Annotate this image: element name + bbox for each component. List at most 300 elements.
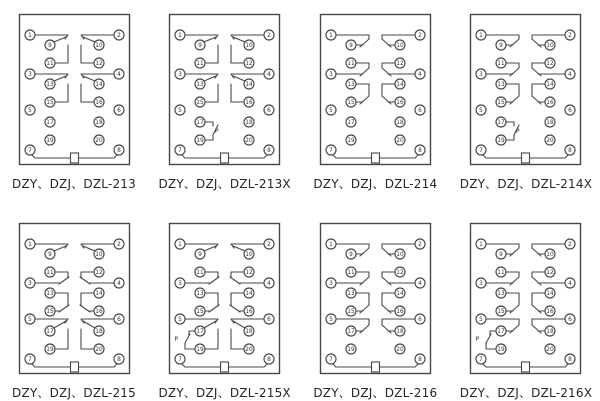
panel-frame	[320, 224, 430, 374]
panel-frame	[170, 224, 280, 374]
terminal-1	[476, 30, 486, 40]
terminal-16	[94, 306, 104, 316]
terminal-8	[114, 354, 124, 364]
terminal-11	[496, 58, 506, 68]
terminal-number: 4	[417, 281, 422, 287]
contact-wire	[55, 272, 68, 278]
contact-wire	[205, 293, 218, 306]
terminal-10	[545, 249, 555, 259]
terminal-9	[346, 249, 356, 259]
terminal-number: 19	[497, 138, 506, 144]
terminal-number: 7	[27, 148, 32, 154]
terminal-number: 17	[196, 329, 204, 335]
contact-wire	[56, 45, 68, 63]
terminal-number: 2	[267, 242, 272, 248]
terminal-number: 19	[347, 347, 355, 353]
terminal-number: 4	[417, 72, 422, 78]
terminal-10	[94, 249, 104, 259]
terminal-12	[94, 267, 104, 277]
terminal-number: 14	[396, 82, 404, 88]
panel-label: DZY、DZJ、DZL-213	[12, 177, 136, 191]
terminal-number: 2	[267, 33, 272, 39]
contact-wire	[233, 76, 245, 81]
terminal-5	[476, 105, 486, 115]
p-contact-label: P	[516, 128, 521, 135]
contact-wire	[79, 154, 118, 158]
relay-panel	[454, 222, 598, 401]
terminal-14	[545, 79, 555, 89]
terminal-6	[565, 105, 575, 115]
terminal-number: 7	[178, 357, 183, 363]
terminal-number: 3	[178, 281, 183, 287]
contact-wire	[532, 96, 541, 104]
contact-wire	[54, 321, 66, 328]
panel-frame	[471, 15, 581, 165]
terminal-7	[476, 354, 486, 364]
contact-wire	[382, 35, 415, 39]
contact-wire	[81, 293, 94, 306]
terminal-17	[45, 326, 55, 336]
contact-wire	[356, 84, 369, 96]
terminal-number: 4	[116, 72, 121, 78]
terminal-number: 14	[546, 291, 555, 297]
panel-label: DZY、DZJ、DZL-215X	[158, 386, 291, 400]
terminal-number: 6	[267, 317, 272, 323]
contact-wire	[486, 35, 519, 39]
terminal-number: 5	[328, 108, 333, 114]
terminal-18	[545, 326, 555, 336]
terminal-number: 4	[116, 281, 121, 287]
contact-wire	[506, 122, 514, 126]
terminal-number: 8	[417, 357, 422, 363]
contact-wire	[80, 305, 90, 312]
contact-wire	[532, 325, 541, 333]
terminal-3	[476, 69, 486, 79]
terminal-number: 17	[497, 329, 506, 335]
terminal-3	[476, 278, 486, 288]
terminal-number: 15	[196, 100, 204, 106]
terminal-number: 7	[178, 148, 183, 154]
terminal-number: 9	[499, 43, 504, 49]
contact-wire	[181, 363, 220, 367]
contact-wire	[382, 248, 391, 256]
relay-terminal-diagram	[18, 13, 131, 166]
contact-wire	[482, 154, 521, 158]
terminal-9	[496, 40, 506, 50]
contact-wire	[181, 154, 220, 158]
terminal-number: 1	[178, 242, 183, 248]
panel-label: DZY、DZJ、DZL-214	[313, 177, 438, 191]
terminal-18	[545, 117, 555, 127]
contact-wire	[336, 319, 369, 325]
terminal-7	[476, 145, 486, 155]
relay-terminal-diagram	[319, 13, 432, 166]
terminal-number: 7	[328, 148, 333, 154]
terminal-6	[565, 314, 575, 324]
terminal-5	[25, 105, 35, 115]
terminal-number: 17	[196, 120, 204, 126]
coil-symbol	[221, 153, 229, 163]
contact-wire	[233, 37, 245, 42]
contact-wire	[204, 246, 216, 251]
terminal-number: 7	[328, 357, 333, 363]
terminal-5	[326, 314, 336, 324]
terminal-6	[114, 105, 124, 115]
terminal-8	[415, 354, 425, 364]
terminal-19	[346, 135, 356, 145]
terminal-9	[45, 249, 55, 259]
terminal-11	[346, 267, 356, 277]
terminal-number: 14	[94, 82, 103, 88]
relay-terminal-diagram	[469, 13, 582, 166]
terminal-11	[45, 267, 55, 277]
terminal-number: 13	[497, 291, 506, 297]
terminal-number: 13	[196, 82, 204, 88]
terminal-4	[264, 278, 274, 288]
terminal-17	[195, 326, 205, 336]
terminal-15	[496, 306, 506, 316]
terminal-20	[94, 135, 104, 145]
terminal-number: 11	[347, 270, 355, 276]
terminal-16	[395, 306, 405, 316]
terminal-2	[114, 30, 124, 40]
terminal-17	[45, 117, 55, 127]
terminal-number: 9	[198, 43, 203, 49]
contact-wire	[336, 244, 369, 248]
contact-wire	[81, 45, 93, 63]
terminal-12	[244, 58, 254, 68]
terminal-number: 5	[27, 317, 32, 323]
terminal-number: 20	[396, 347, 404, 353]
terminal-number: 6	[116, 108, 121, 114]
terminal-13	[496, 79, 506, 89]
terminal-number: 3	[328, 72, 333, 78]
contact-wire	[185, 334, 190, 343]
contact-wire	[382, 63, 395, 68]
panel-label: DZY、DZJ、DZL-214X	[459, 177, 593, 191]
contact-wire	[382, 96, 391, 104]
terminal-number: 6	[568, 317, 573, 323]
terminal-number: 2	[568, 242, 573, 248]
contact-wire	[532, 277, 541, 285]
coil-symbol	[70, 362, 78, 372]
contact-wire	[486, 334, 491, 343]
terminal-number: 5	[328, 317, 333, 323]
contact-wire	[229, 154, 268, 158]
terminal-number: 12	[245, 270, 253, 276]
contact-wire	[532, 319, 565, 325]
terminal-number: 16	[396, 100, 404, 106]
contact-wire	[83, 321, 95, 328]
coil-symbol	[371, 362, 379, 372]
terminal-2	[415, 239, 425, 249]
terminal-number: 8	[568, 148, 573, 154]
terminal-number: 14	[94, 291, 103, 297]
terminal-15	[496, 97, 506, 107]
contact-wire	[360, 248, 369, 256]
terminal-number: 19	[45, 347, 54, 353]
contact-wire	[380, 154, 419, 158]
contact-wire	[382, 68, 391, 76]
terminal-11	[496, 267, 506, 277]
terminal-number: 16	[245, 100, 253, 106]
contact-wire	[332, 154, 371, 158]
contact-wire	[382, 277, 391, 285]
contact-wire	[231, 84, 243, 102]
terminal-11	[195, 267, 205, 277]
relay-panel	[303, 222, 447, 401]
terminal-number: 2	[417, 242, 422, 248]
terminal-16	[244, 97, 254, 107]
terminal-number: 13	[347, 291, 355, 297]
panel-label: DZY、DZJ、DZL-215	[12, 386, 136, 400]
terminal-4	[114, 69, 124, 79]
terminal-number: 10	[245, 252, 253, 258]
terminal-3	[175, 278, 185, 288]
terminal-7	[25, 354, 35, 364]
contact-wire	[486, 244, 519, 248]
relay-terminal-diagram	[319, 222, 432, 375]
terminal-number: 12	[396, 61, 404, 67]
terminal-18	[244, 326, 254, 336]
terminal-number: 15	[347, 309, 355, 315]
contact-wire	[204, 76, 216, 81]
terminal-5	[175, 314, 185, 324]
terminal-1	[175, 239, 185, 249]
terminal-number: 12	[245, 61, 253, 67]
terminal-number: 1	[178, 33, 183, 39]
panel-label: DZY、DZJ、DZL-216X	[459, 386, 593, 400]
terminal-1	[25, 30, 35, 40]
contact-wire	[336, 35, 369, 39]
terminal-number: 19	[347, 138, 355, 144]
contact-wire	[510, 305, 519, 313]
terminal-17	[496, 117, 506, 127]
panel-frame	[471, 224, 581, 374]
terminal-4	[565, 69, 575, 79]
terminal-9	[195, 40, 205, 50]
terminal-13	[346, 288, 356, 298]
contact-wire	[506, 293, 519, 305]
contact-wire	[382, 293, 395, 305]
terminal-number: 6	[267, 108, 272, 114]
contact-wire	[59, 305, 69, 312]
contact-wire	[205, 272, 218, 278]
terminal-number: 2	[417, 33, 422, 39]
terminal-number: 13	[347, 82, 355, 88]
terminal-16	[545, 97, 555, 107]
terminal-2	[565, 239, 575, 249]
terminal-16	[395, 97, 405, 107]
terminal-number: 16	[245, 309, 253, 315]
terminal-number: 16	[546, 100, 555, 106]
terminal-number: 3	[27, 72, 32, 78]
contact-wire	[56, 84, 68, 102]
terminal-12	[94, 58, 104, 68]
terminal-8	[264, 354, 274, 364]
terminal-4	[565, 278, 575, 288]
terminal-number: 8	[267, 148, 272, 154]
contact-wire	[231, 329, 243, 349]
terminal-number: 3	[479, 281, 484, 287]
contact-wire	[230, 277, 240, 284]
terminal-16	[545, 306, 555, 316]
terminal-18	[395, 326, 405, 336]
contact-wire	[360, 325, 369, 333]
terminal-6	[415, 105, 425, 115]
panel-frame	[170, 15, 280, 165]
contact-wire	[54, 37, 66, 42]
terminal-number: 10	[245, 43, 253, 49]
terminal-4	[415, 69, 425, 79]
contact-wire	[532, 272, 545, 277]
terminal-6	[264, 105, 274, 115]
terminal-5	[175, 105, 185, 115]
contact-wire	[204, 321, 216, 328]
panel-frame	[19, 15, 129, 165]
terminal-18	[94, 326, 104, 336]
terminal-number: 16	[94, 100, 103, 106]
terminal-number: 12	[396, 270, 404, 276]
terminal-number: 19	[45, 138, 54, 144]
terminal-19	[195, 135, 205, 145]
terminal-11	[346, 58, 356, 68]
relay-panel	[2, 13, 146, 192]
contact-wire	[55, 293, 68, 306]
terminal-17	[346, 117, 356, 127]
terminal-14	[395, 288, 405, 298]
terminal-number: 18	[546, 120, 555, 126]
contact-wire	[356, 293, 369, 305]
contact-wire	[54, 76, 66, 81]
terminal-number: 9	[499, 252, 504, 258]
terminal-number: 6	[568, 108, 573, 114]
terminal-number: 18	[396, 120, 404, 126]
terminal-10	[94, 40, 104, 50]
terminal-number: 7	[479, 148, 484, 154]
terminal-13	[346, 79, 356, 89]
terminal-5	[326, 105, 336, 115]
contact-wire	[81, 272, 94, 278]
contact-wire	[206, 45, 218, 63]
terminal-number: 13	[45, 291, 54, 297]
terminal-14	[94, 288, 104, 298]
terminal-number: 15	[347, 100, 355, 106]
terminal-number: 4	[267, 281, 272, 287]
contact-wire	[382, 305, 391, 313]
terminal-number: 3	[328, 281, 333, 287]
terminal-18	[94, 117, 104, 127]
terminal-number: 12	[94, 61, 103, 67]
terminal-3	[326, 69, 336, 79]
terminal-number: 13	[497, 82, 506, 88]
terminal-number: 10	[546, 43, 555, 49]
terminal-5	[476, 314, 486, 324]
terminal-15	[346, 97, 356, 107]
terminal-18	[244, 117, 254, 127]
contact-wire	[204, 37, 216, 42]
terminal-number: 9	[348, 43, 353, 49]
contact-wire	[185, 343, 195, 349]
contact-wire	[79, 363, 118, 367]
terminal-19	[496, 344, 506, 354]
terminal-14	[94, 79, 104, 89]
terminal-2	[264, 239, 274, 249]
contact-wire	[486, 319, 519, 325]
terminal-number: 5	[27, 108, 32, 114]
terminal-number: 10	[546, 252, 555, 258]
terminal-3	[25, 69, 35, 79]
contact-wire	[360, 96, 369, 104]
contact-wire	[532, 293, 545, 305]
p-contact-label: P	[174, 336, 179, 343]
terminal-6	[264, 314, 274, 324]
contact-wire	[532, 84, 545, 96]
terminal-number: 13	[196, 291, 204, 297]
terminal-9	[496, 249, 506, 259]
terminal-8	[415, 145, 425, 155]
terminal-number: 11	[45, 270, 54, 276]
terminal-10	[244, 249, 254, 259]
terminal-20	[545, 135, 555, 145]
contact-wire	[205, 135, 213, 140]
terminal-19	[45, 135, 55, 145]
terminal-number: 15	[196, 309, 204, 315]
terminal-13	[496, 288, 506, 298]
terminal-9	[45, 40, 55, 50]
terminal-number: 20	[546, 138, 555, 144]
terminal-number: 19	[196, 138, 204, 144]
contact-wire	[382, 325, 391, 333]
terminal-14	[545, 288, 555, 298]
terminal-17	[496, 326, 506, 336]
terminal-number: 20	[396, 138, 404, 144]
terminal-17	[346, 326, 356, 336]
relay-panel	[2, 222, 146, 401]
terminal-number: 2	[116, 242, 121, 248]
terminal-14	[395, 79, 405, 89]
contact-wire	[382, 244, 415, 248]
coil-symbol	[522, 153, 530, 163]
terminal-number: 15	[45, 100, 54, 106]
terminal-number: 6	[116, 317, 121, 323]
relay-terminal-diagram	[18, 222, 131, 375]
panel-label: DZY、DZJ、DZL-216	[313, 386, 438, 400]
contact-wire	[83, 37, 95, 42]
terminal-2	[114, 239, 124, 249]
terminal-4	[264, 69, 274, 79]
terminal-6	[114, 314, 124, 324]
terminal-8	[114, 145, 124, 155]
terminal-4	[415, 278, 425, 288]
contact-wire	[532, 68, 541, 76]
terminal-number: 14	[546, 82, 555, 88]
terminal-number: 9	[348, 252, 353, 258]
terminal-15	[195, 97, 205, 107]
contact-wire	[205, 122, 213, 126]
relay-panel	[153, 13, 297, 192]
coil-symbol	[70, 153, 78, 163]
terminal-number: 7	[479, 357, 484, 363]
contact-wire	[360, 39, 369, 47]
terminal-number: 13	[45, 82, 54, 88]
terminal-number: 8	[116, 148, 121, 154]
terminal-11	[195, 58, 205, 68]
terminal-10	[545, 40, 555, 50]
terminal-12	[545, 267, 555, 277]
terminal-number: 12	[546, 61, 555, 67]
contact-wire	[229, 363, 268, 367]
